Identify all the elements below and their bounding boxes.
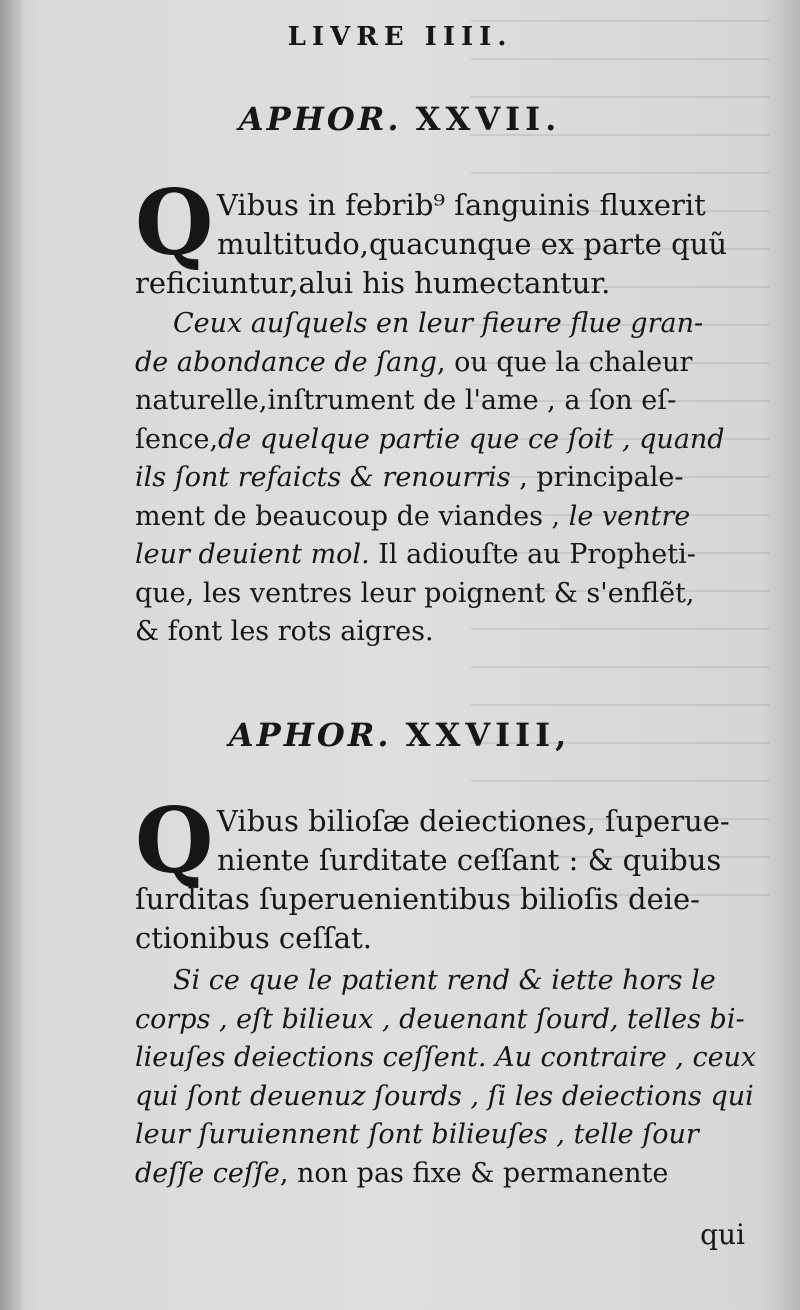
french-line (135, 1001, 745, 1040)
roman-run: , non pas fixe & permanente (279, 1157, 669, 1189)
running-head: LIVRE IIII. (287, 22, 513, 52)
french-line (135, 575, 745, 614)
roman-run: Il adiouſte au Propheti- (369, 539, 696, 570)
french-commentary-27 (135, 305, 745, 652)
french-line (135, 1116, 745, 1155)
aphorism-heading-number: XXVII. (415, 100, 562, 138)
roman-run: que, les ventres leur poignent & s'enflẽt, (135, 577, 695, 609)
roman-run: naturelle,inſtrument de l'ame , a ſon eſ- (135, 385, 677, 416)
latin-line: ctionibus ceſſat. (135, 921, 372, 955)
italic-run: de abondance de ſang (135, 346, 437, 378)
roman-run: & font les rots aigres. (135, 616, 434, 647)
french-line (135, 382, 745, 421)
french-line (135, 1078, 754, 1117)
italic-run: deſſe ceſſe (135, 1157, 280, 1189)
latin-line: niente ſurditate ceſſant : & quibus (217, 843, 722, 877)
aphorism-heading-prefix: APHOR. (238, 100, 402, 138)
french-commentary-28 (135, 962, 757, 1193)
italic-run: le ventre (568, 500, 691, 532)
aphorism-heading-27 (0, 100, 800, 138)
aphorism-heading-prefix: APHOR. (228, 716, 392, 754)
italic-run: leur ſuruiennent ſont bilieuſes , telle ſour (135, 1119, 699, 1150)
roman-run: , principale- (510, 462, 684, 493)
aphorism-heading-number: XXVIII, (405, 716, 572, 754)
latin-text-27 (135, 186, 745, 303)
italic-run: leur deuient mol. (135, 539, 370, 570)
french-line (135, 1039, 757, 1078)
aphorism-heading-28 (0, 716, 800, 754)
italic-run: corps , eſt bilieux , deuenant ſourd, telles bi- (135, 1003, 745, 1035)
french-line (135, 536, 745, 575)
drop-cap: Q (135, 788, 214, 894)
italic-run: Ceux auſquels en leur fieure flue gran- (173, 308, 704, 339)
roman-run: ment de beaucoup de viandes , (135, 500, 569, 532)
latin-line: Vibus bilioſæ deiectiones, ſuperue- (217, 804, 730, 838)
italic-run: qui ſont deuenuz ſourds , ſi les deiections qui (135, 1080, 754, 1112)
french-line (135, 498, 745, 537)
page-gutter-shadow (0, 0, 22, 1310)
latin-text-28 (135, 802, 745, 958)
roman-run: ſence, (135, 423, 219, 455)
drop-cap: Q (135, 170, 214, 276)
latin-line: reficiuntur,alui his humectantur. (135, 266, 611, 300)
catchword: qui (700, 1218, 745, 1251)
latin-line: Vibus in febrib⁹ ſanguinis fluxerit (217, 188, 706, 222)
italic-run: ils ſont refaicts & renourris (135, 462, 511, 493)
latin-line: multitudo,quacunque ex parte quũ (217, 227, 728, 261)
roman-run: , ou que la chaleur (436, 346, 693, 378)
italic-run: lieuſes deiections ceſſent. Au contraire , ceux (135, 1042, 757, 1073)
french-line (135, 1155, 745, 1194)
italic-run: de quelque partie que ce ſoit , quand (218, 423, 725, 455)
french-line (135, 421, 745, 460)
french-line (135, 459, 745, 498)
french-line (135, 344, 745, 383)
french-line (135, 962, 745, 1001)
latin-line: ſurditas ſuperuenientibus bilioſis deie- (135, 882, 700, 916)
italic-run: Si ce que le patient rend & iette hors le (173, 965, 716, 996)
french-line (135, 305, 745, 344)
french-line (135, 613, 745, 652)
